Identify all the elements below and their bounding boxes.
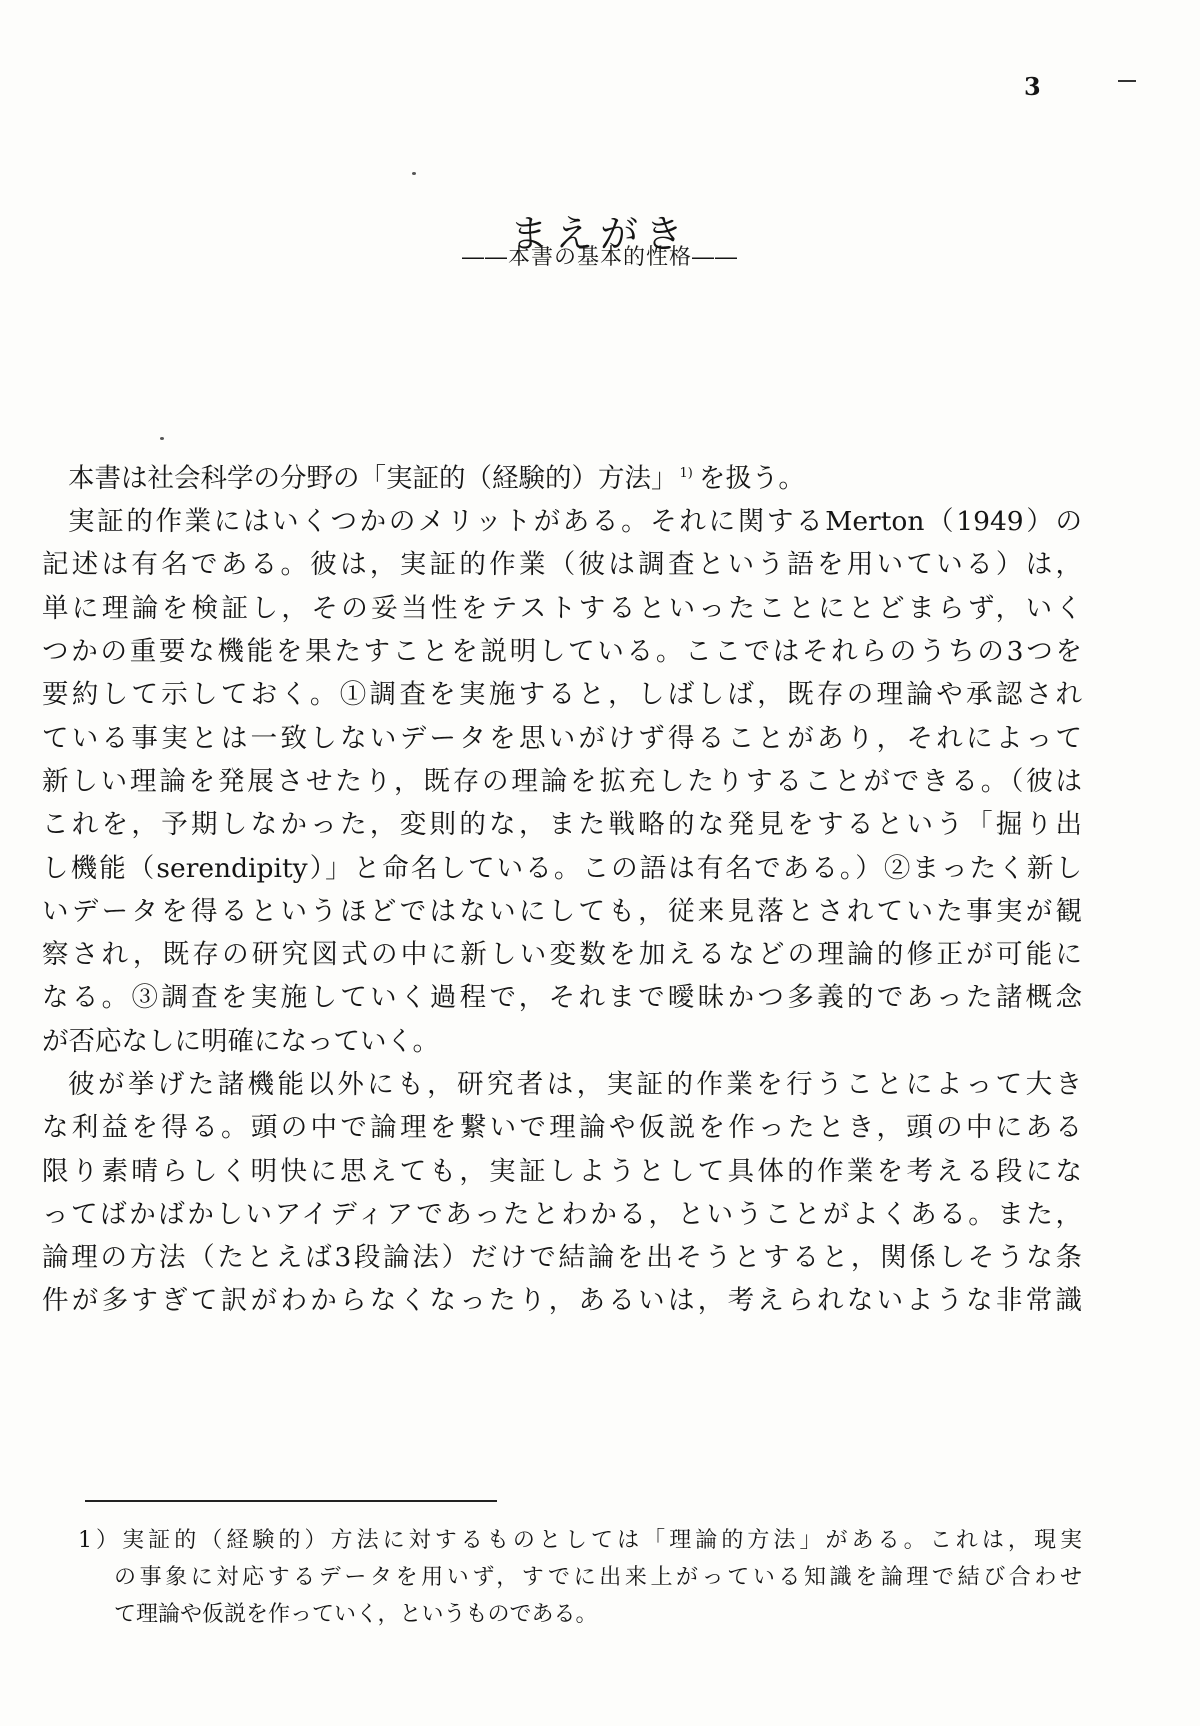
body-line-text: 限り素晴らしく明快に思えても，実証しようとして具体的作業を考える段にな [42, 1155, 1082, 1187]
body-line-text: 単に理論を検証し，その妥当性をテストするといったことにとどまらず，いく [42, 592, 1082, 624]
body-line-text: なる。③調査を実施していく過程で，それまで曖昧かつ多義的であった諸概念 [42, 982, 1082, 1014]
footnote-reference: 1) [679, 466, 693, 481]
body-line-text: 実証的作業にはいくつかのメリットがある。それに関するMerton（1949）の [68, 506, 1082, 538]
footnote-divider [85, 1500, 497, 1502]
body-line [42, 890, 1082, 933]
body-line [42, 803, 1082, 846]
body-line-text: し機能（serendipity）」と命名している。この語は有名である。）②まったく新し [42, 852, 1082, 884]
footnote-line: 1）実証的（経験的）方法に対するものとしては「理論的方法」がある。これは，現実 [78, 1528, 1082, 1553]
body-line-text: これを，予期しなかった，変則的な，また戦略的な発見をするという「掘り出 [42, 809, 1082, 841]
body-line [42, 847, 1082, 890]
body-line [42, 933, 1082, 976]
body-line [42, 976, 1082, 1019]
body-line [42, 1150, 1082, 1193]
footnote-line: て理論や仮説を作っていく，というものである。 [114, 1602, 598, 1627]
body-line [42, 1063, 1082, 1106]
body-line-text: 記述は有名である。彼は，実証的作業（彼は調査という語を用いている）は， [42, 549, 1082, 581]
page-title: まえがき [509, 212, 690, 257]
body-text [42, 452, 1082, 1323]
page-subtitle: ――本書の基本的性格―― [461, 245, 738, 270]
page-number: 3 [1024, 72, 1041, 101]
body-line-text: な利益を得る。頭の中で論理を繋いで理論や仮説を作ったとき，頭の中にある [42, 1112, 1082, 1144]
body-line [42, 760, 1082, 803]
body-line [42, 717, 1082, 760]
body-line-text: が否応なしに明確になっていく。 [42, 1025, 439, 1057]
body-line-text: 本書は社会科学の分野の「実証的（経験的）方法」 [68, 462, 678, 494]
body-line [42, 630, 1082, 673]
margin-mark [1118, 80, 1136, 82]
body-line [42, 587, 1082, 630]
body-line [42, 500, 1082, 543]
body-line-text: ている事実とは一致しないデータを思いがけず得ることがあり，それによって [42, 722, 1082, 754]
body-line [42, 1193, 1082, 1236]
body-line-text: 彼が挙げた諸機能以外にも，研究者は，実証的作業を行うことによって大き [68, 1068, 1082, 1100]
body-line [42, 452, 1082, 500]
body-line-text: 件が多すぎて訳がわからなくなったり，あるいは，考えられないような非常識 [42, 1285, 1082, 1317]
body-line [42, 673, 1082, 716]
body-line [42, 1106, 1082, 1149]
body-line [42, 1236, 1082, 1279]
body-line-text: 要約して示しておく。①調査を実施すると，しばしば，既存の理論や承認され [42, 679, 1082, 711]
scan-speck [160, 437, 164, 440]
body-line-text: いデータを得るというほどではないにしても，従来見落とされていた事実が観 [42, 895, 1082, 927]
body-line-text: 新しい理論を発展させたり，既存の理論を拡充したりすることができる。（彼は [42, 765, 1082, 797]
body-line-text: つかの重要な機能を果たすことを説明している。ここではそれらのうちの3つを [42, 636, 1082, 668]
footnote-line: の事象に対応するデータを用いず，すでに出来上がっている知識を論理で結び合わせ [114, 1565, 1082, 1590]
body-line-text: 論理の方法（たとえば3段論法）だけで結論を出そうとすると，関係しそうな条 [42, 1242, 1082, 1274]
body-line [42, 1020, 1082, 1063]
scan-speck [412, 172, 416, 175]
body-line-tail: を扱う。 [698, 462, 805, 494]
footnote [78, 1522, 1082, 1633]
body-line-text: 察され，既存の研究図式の中に新しい変数を加えるなどの理論的修正が可能に [42, 939, 1082, 971]
body-line [42, 543, 1082, 586]
body-line-text: ってばかばかしいアイディアであったとわかる，ということがよくある。また， [42, 1198, 1082, 1230]
body-line [42, 1279, 1082, 1322]
